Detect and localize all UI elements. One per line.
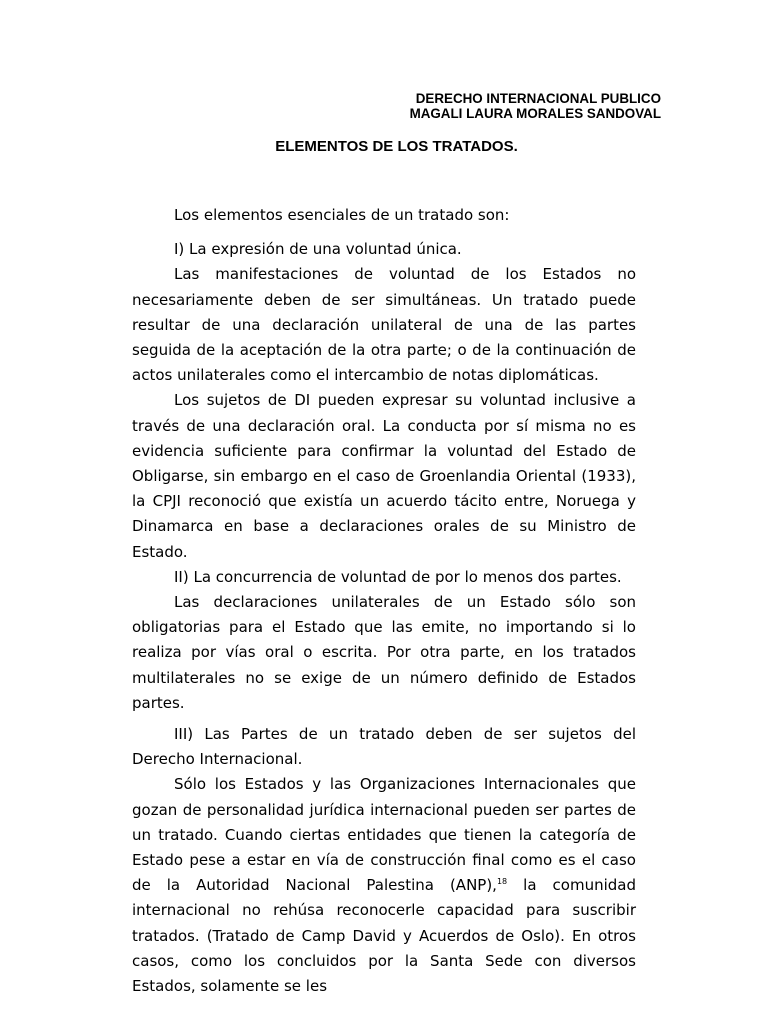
body-paragraph: Las declaraciones unilaterales de un Estado sólo son obligatorias para el Estado que las emite, no importando si lo realiza por vías oral o escrita. Por otra parte, en los tratados multilaterales no se exige de un número definido de Estados partes. [132,593,636,712]
document-body [132,203,636,999]
page-title: ELEMENTOS DE LOS TRATADOS. [275,138,518,155]
section-heading-3: III) Las Partes de un tratado deben de ser sujetos del Derecho Internacional. [132,725,636,769]
intro-paragraph: Los elementos esenciales de un tratado son: [174,206,510,224]
footnote-marker[interactable]: 18 [496,877,508,887]
course-name: DERECHO INTERNACIONAL PUBLICO [415,91,661,106]
body-paragraph: Los sujetos de DI pueden expresar su voluntad inclusive a través de una declaración oral. La conducta por sí misma no es evidencia suficiente para confirmar la voluntad del Estado de Obligarse, sin embargo en el caso de Groenlandia Oriental (1933), la CPJI reconoció que existía un acuerdo tácito entre, Noruega y Dinamarca en base a declaraciones orales de su Ministro de Estado. [132,391,636,561]
document-header [410,91,661,121]
section-heading-1: I) La expresión de una voluntad única. [174,240,462,259]
paragraph-text: la comunidad internacional no rehúsa reconocerle capacidad para suscribir tratados. (Tratado de Camp David y Acuerdos de Oslo). En otros casos, como los concluidos por la Santa Sede con diversos Estados, solamente se les [132,876,636,996]
body-paragraph [132,772,636,999]
section-heading-2: II) La concurrencia de voluntad de por lo menos dos partes. [174,567,622,586]
paragraph-text: Sólo los Estados y las Organizaciones Internacionales que gozan de personalidad jurídica internacional pueden ser partes de un tratado. Cuando ciertas entidades que tienen la categoría de Estado pese a estar en vía de construcción final como es el caso de la Autoridad Nacional Palestina (ANP), [132,775,636,895]
author-name: MAGALI LAURA MORALES SANDOVAL [409,106,661,121]
body-paragraph: Las manifestaciones de voluntad de los Estados no necesariamente deben de ser simultáneas. Un tratado puede resultar de una declaración unilateral de una de las partes seguida de la aceptación de la otra parte; o de la continuación de actos unilaterales como el intercambio de notas diplomáticas. [132,265,636,385]
